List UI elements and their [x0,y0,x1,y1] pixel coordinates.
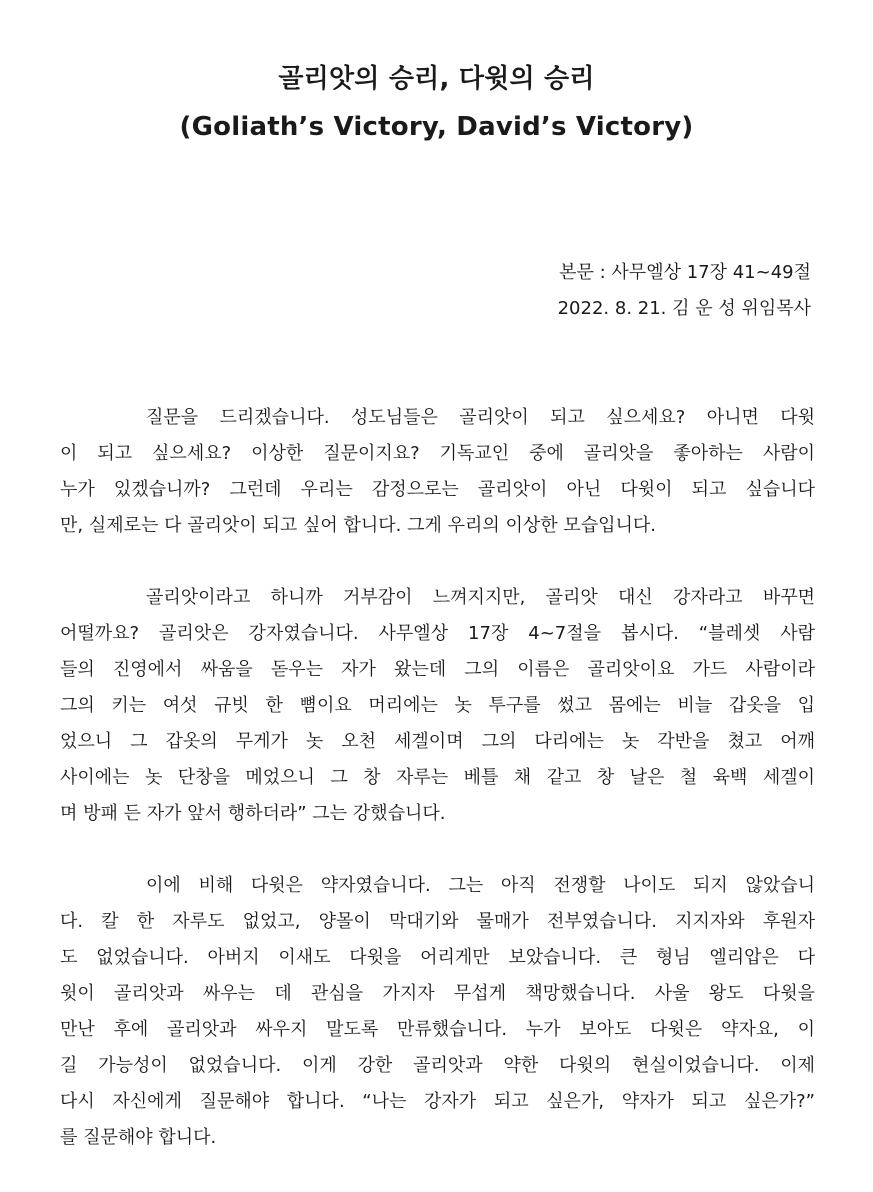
title-korean: 골리앗의 승리, 다윗의 승리 [278,64,595,94]
paragraph-line: 골리앗이라고 하니까 거부감이 느껴지지만, 골리앗 대신 강자라고 바꾸면 [146,587,815,608]
paragraph-line: 며 방패 든 자가 앞서 행하더라” 그는 강했습니다. [60,803,446,824]
paragraph-line: 만, 실제로는 다 골리앗이 되고 싶어 합니다. 그게 우리의 이상한 모습입니다. [60,515,657,536]
paragraph-line: 사이에는 놋 단창을 메었으니 그 창 자루는 베틀 채 같고 창 날은 철 육백 세겔이 [60,767,815,788]
paragraph-line: 들의 진영에서 싸움을 돋우는 자가 왔는데 그의 이름은 골리앗이요 가드 사람이라 [60,659,815,680]
paragraph-line: 그의 키는 여섯 규빗 한 뼘이요 머리에는 놋 투구를 썼고 몸에는 비늘 갑옷을 입 [60,695,815,716]
scripture-reference: 본문 : 사무엘상 17장 41~49절 [559,262,811,283]
paragraph-line: 어떨까요? 골리앗은 강자였습니다. 사무엘상 17장 4~7절을 봅시다. “블레셋 사람 [60,623,815,644]
paragraph-line: 를 질문해야 합니다. [60,1127,217,1148]
paragraph-line: 윗이 골리앗과 싸우는 데 관심을 가지자 무섭게 책망했습니다. 사울 왕도 다윗을 [60,983,815,1004]
paragraph-line: 이 되고 싶으세요? 이상한 질문이지요? 기독교인 중에 골리앗을 좋아하는 사람이 [60,443,815,464]
paragraph-line: 다시 자신에게 질문해야 합니다. “나는 강자가 되고 싶은가, 약자가 되고 싶은가?” [60,1091,815,1112]
title-block [0,55,873,151]
paragraph-line: 이에 비해 다윗은 약자였습니다. 그는 아직 전쟁할 나이도 되지 않았습니 [146,875,815,896]
paragraph-line: 다. 칼 한 자루도 없었고, 양몰이 막대기와 물매가 전부였습니다. 지지자와 후원자 [60,911,815,932]
paragraph [60,400,815,544]
paragraph-line: 질문을 드리겠습니다. 성도님들은 골리앗이 되고 싶으세요? 아니면 다윗 [146,407,815,428]
paragraph-line: 었으니 그 갑옷의 무게가 놋 오천 세겔이며 그의 다리에는 놋 각반을 쳤고 어깨 [60,731,815,752]
sermon-meta [558,255,811,327]
paragraph-line: 누가 있겠습니까? 그런데 우리는 감정으로는 골리앗이 아닌 다윗이 되고 싶습니다 [60,479,815,500]
paragraph [60,580,815,832]
paragraph [60,868,815,1156]
date-author: 2022. 8. 21. 김 운 성 위임목사 [557,298,811,319]
paragraph-line: 도 없었습니다. 아버지 이새도 다윗을 어리게만 보았습니다. 큰 형님 엘리압은 다 [60,947,815,968]
paragraph-line: 길 가능성이 없었습니다. 이게 강한 골리앗과 약한 다윗의 현실이었습니다. 이제 [60,1055,815,1076]
paragraph-line: 만난 후에 골리앗과 싸우지 말도록 만류했습니다. 누가 보아도 다윗은 약자요, 이 [60,1019,815,1040]
sermon-body [60,400,815,1192]
title-english: (Goliath’s Victory, David’s Victory) [179,112,694,142]
